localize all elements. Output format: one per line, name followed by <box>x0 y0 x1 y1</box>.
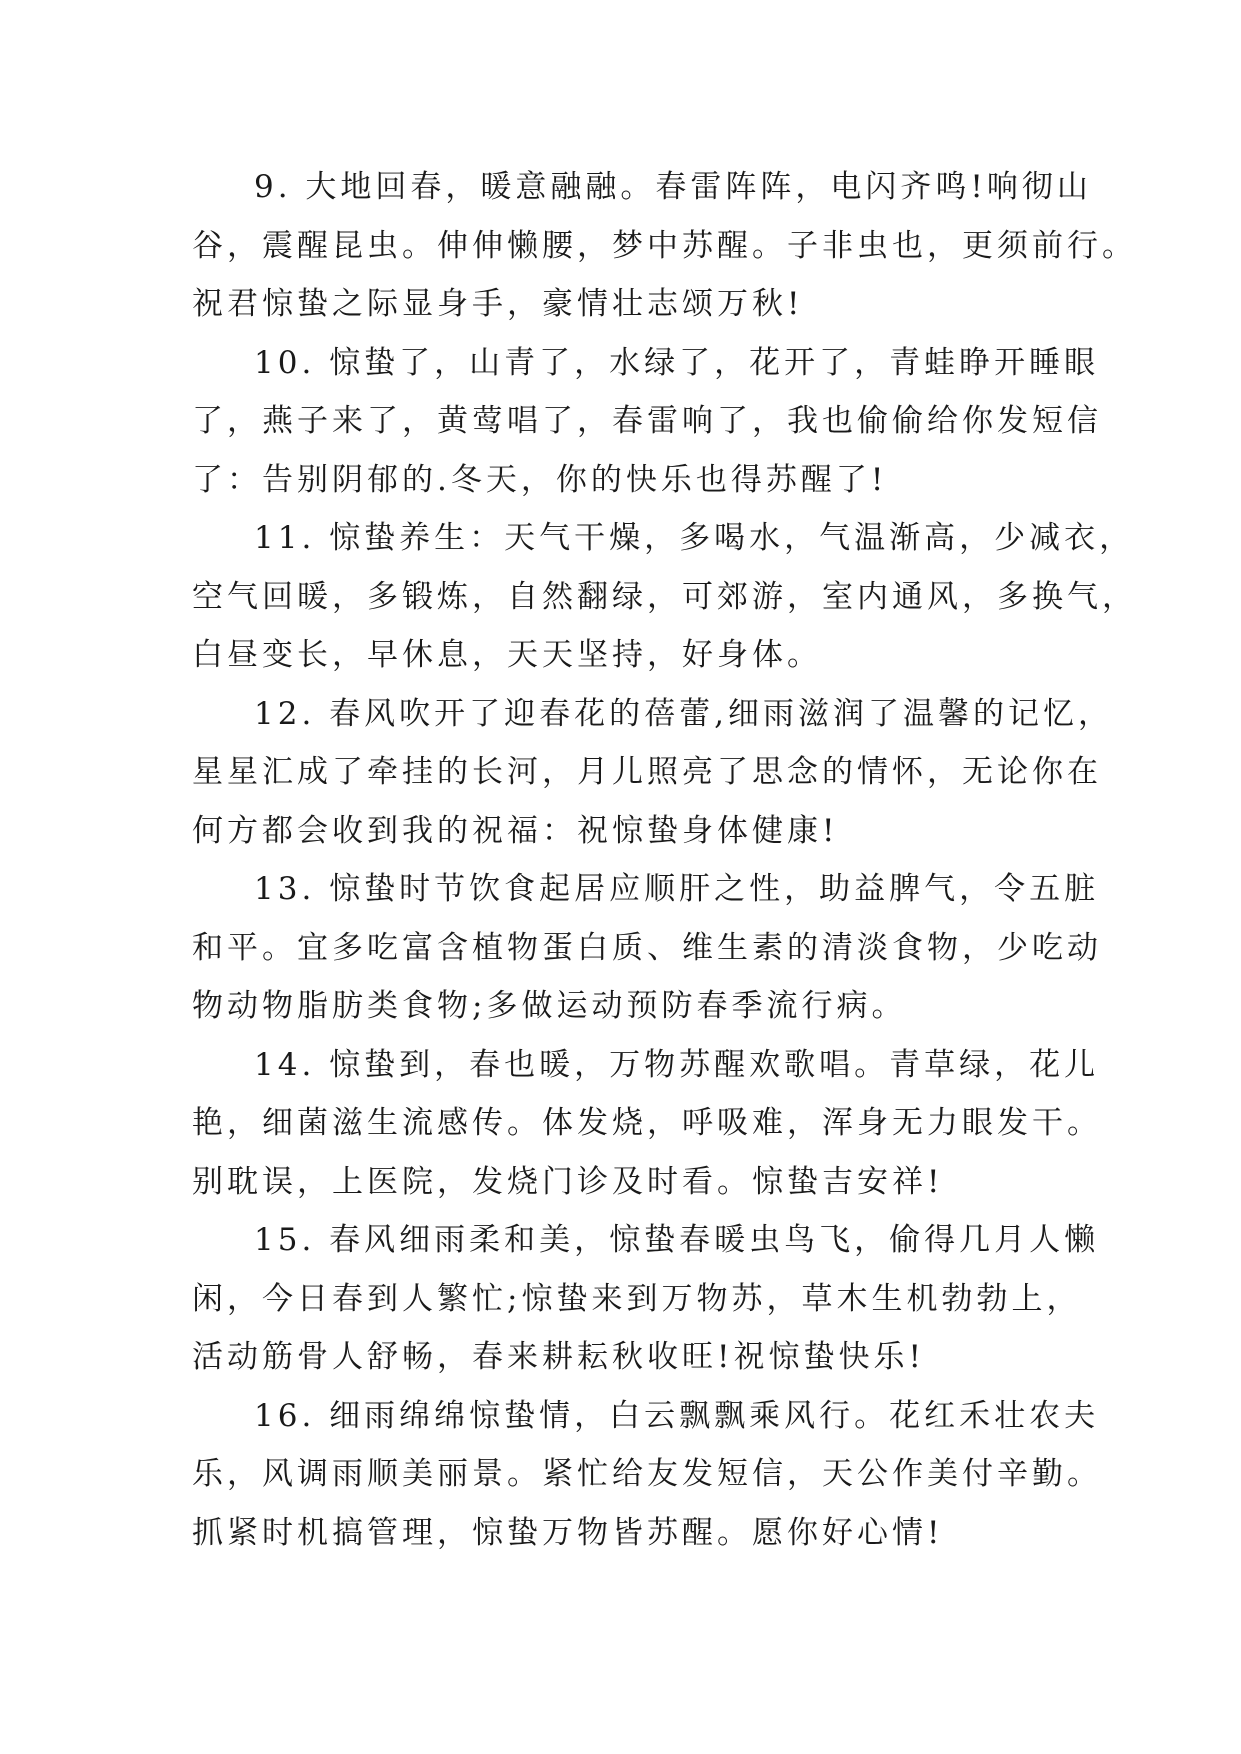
paragraph-line: 12. 春风吹开了迎春花的蓓蕾,细雨滋润了温馨的记忆， <box>254 695 1114 732</box>
paragraph-16 <box>192 1387 1102 1563</box>
paragraph-line: 了：告别阴郁的.冬天，你的快乐也得苏醒了! <box>192 461 888 498</box>
paragraph-line: 闲，今日春到人繁忙;惊蛰来到万物苏，草木生机勃勃上， <box>192 1280 1082 1317</box>
paragraph-line: 空气回暖，多锻炼，自然翻绿，可郊游，室内通风，多换气， <box>192 578 1137 615</box>
paragraph-line: 乐，风调雨顺美丽景。紧忙给友发短信，天公作美付辛勤。 <box>192 1456 1102 1492</box>
paragraph-line: 10. 惊蛰了，山青了，水绿了，花开了，青蛙睁开睡眼 <box>254 344 1100 381</box>
paragraph-line: 了，燕子来了，黄莺唱了，春雷响了，我也偷偷给你发短信 <box>192 403 1102 439</box>
paragraph-line: 16. 细雨绵绵惊蛰情，白云飘飘乘风行。花红禾壮农夫 <box>254 1397 1100 1434</box>
paragraph-line: 9. 大地回春，暖意融融。春雷阵阵，电闪齐鸣!响彻山 <box>254 169 1092 205</box>
paragraph-line: 抓紧时机搞管理，惊蛰万物皆苏醒。愿你好心情! <box>192 1514 944 1551</box>
paragraph-12 <box>192 685 1114 861</box>
paragraph-line: 14. 惊蛰到，春也暖，万物苏醒欢歌唱。青草绿，花儿 <box>254 1046 1100 1083</box>
paragraph-11 <box>192 509 1137 685</box>
paragraph-line: 15. 春风细雨柔和美，惊蛰春暖虫鸟飞，偷得几月人懒 <box>254 1222 1100 1258</box>
paragraph-line: 活动筋骨人舒畅，春来耕耘秋收旺!祝惊蛰快乐! <box>192 1339 925 1375</box>
paragraph-line: 物动物脂肪类食物;多做运动预防春季流行病。 <box>192 988 907 1024</box>
paragraph-13 <box>192 860 1102 1036</box>
paragraph-line: 别耽误，上医院，发烧门诊及时看。惊蛰吉安祥! <box>192 1163 944 1200</box>
paragraph-line: 13. 惊蛰时节饮食起居应顺肝之性，助益脾气，令五脏 <box>254 871 1100 907</box>
paragraph-line: 艳，细菌滋生流感传。体发烧，呼吸难，浑身无力眼发干。 <box>192 1105 1102 1141</box>
paragraph-line: 何方都会收到我的祝福：祝惊蛰身体健康! <box>192 812 839 849</box>
paragraph-line: 11. 惊蛰养生：天气干燥，多喝水，气温渐高，少减衣， <box>254 520 1135 556</box>
document-body <box>192 158 1137 1562</box>
paragraph-9 <box>192 158 1137 334</box>
paragraph-14 <box>192 1036 1102 1212</box>
paragraph-line: 谷，震醒昆虫。伸伸懒腰，梦中苏醒。子非虫也，更须前行。 <box>192 227 1137 264</box>
paragraph-15 <box>192 1211 1100 1387</box>
paragraph-line: 星星汇成了牵挂的长河，月儿照亮了思念的情怀，无论你在 <box>192 754 1102 790</box>
paragraph-line: 白昼变长，早休息，天天坚持，好身体。 <box>192 637 822 673</box>
paragraph-line: 和平。宜多吃富含植物蛋白质、维生素的清淡食物，少吃动 <box>192 929 1102 966</box>
paragraph-line: 祝君惊蛰之际显身手，豪情壮志颂万秋! <box>192 286 804 322</box>
paragraph-10 <box>192 334 1102 510</box>
